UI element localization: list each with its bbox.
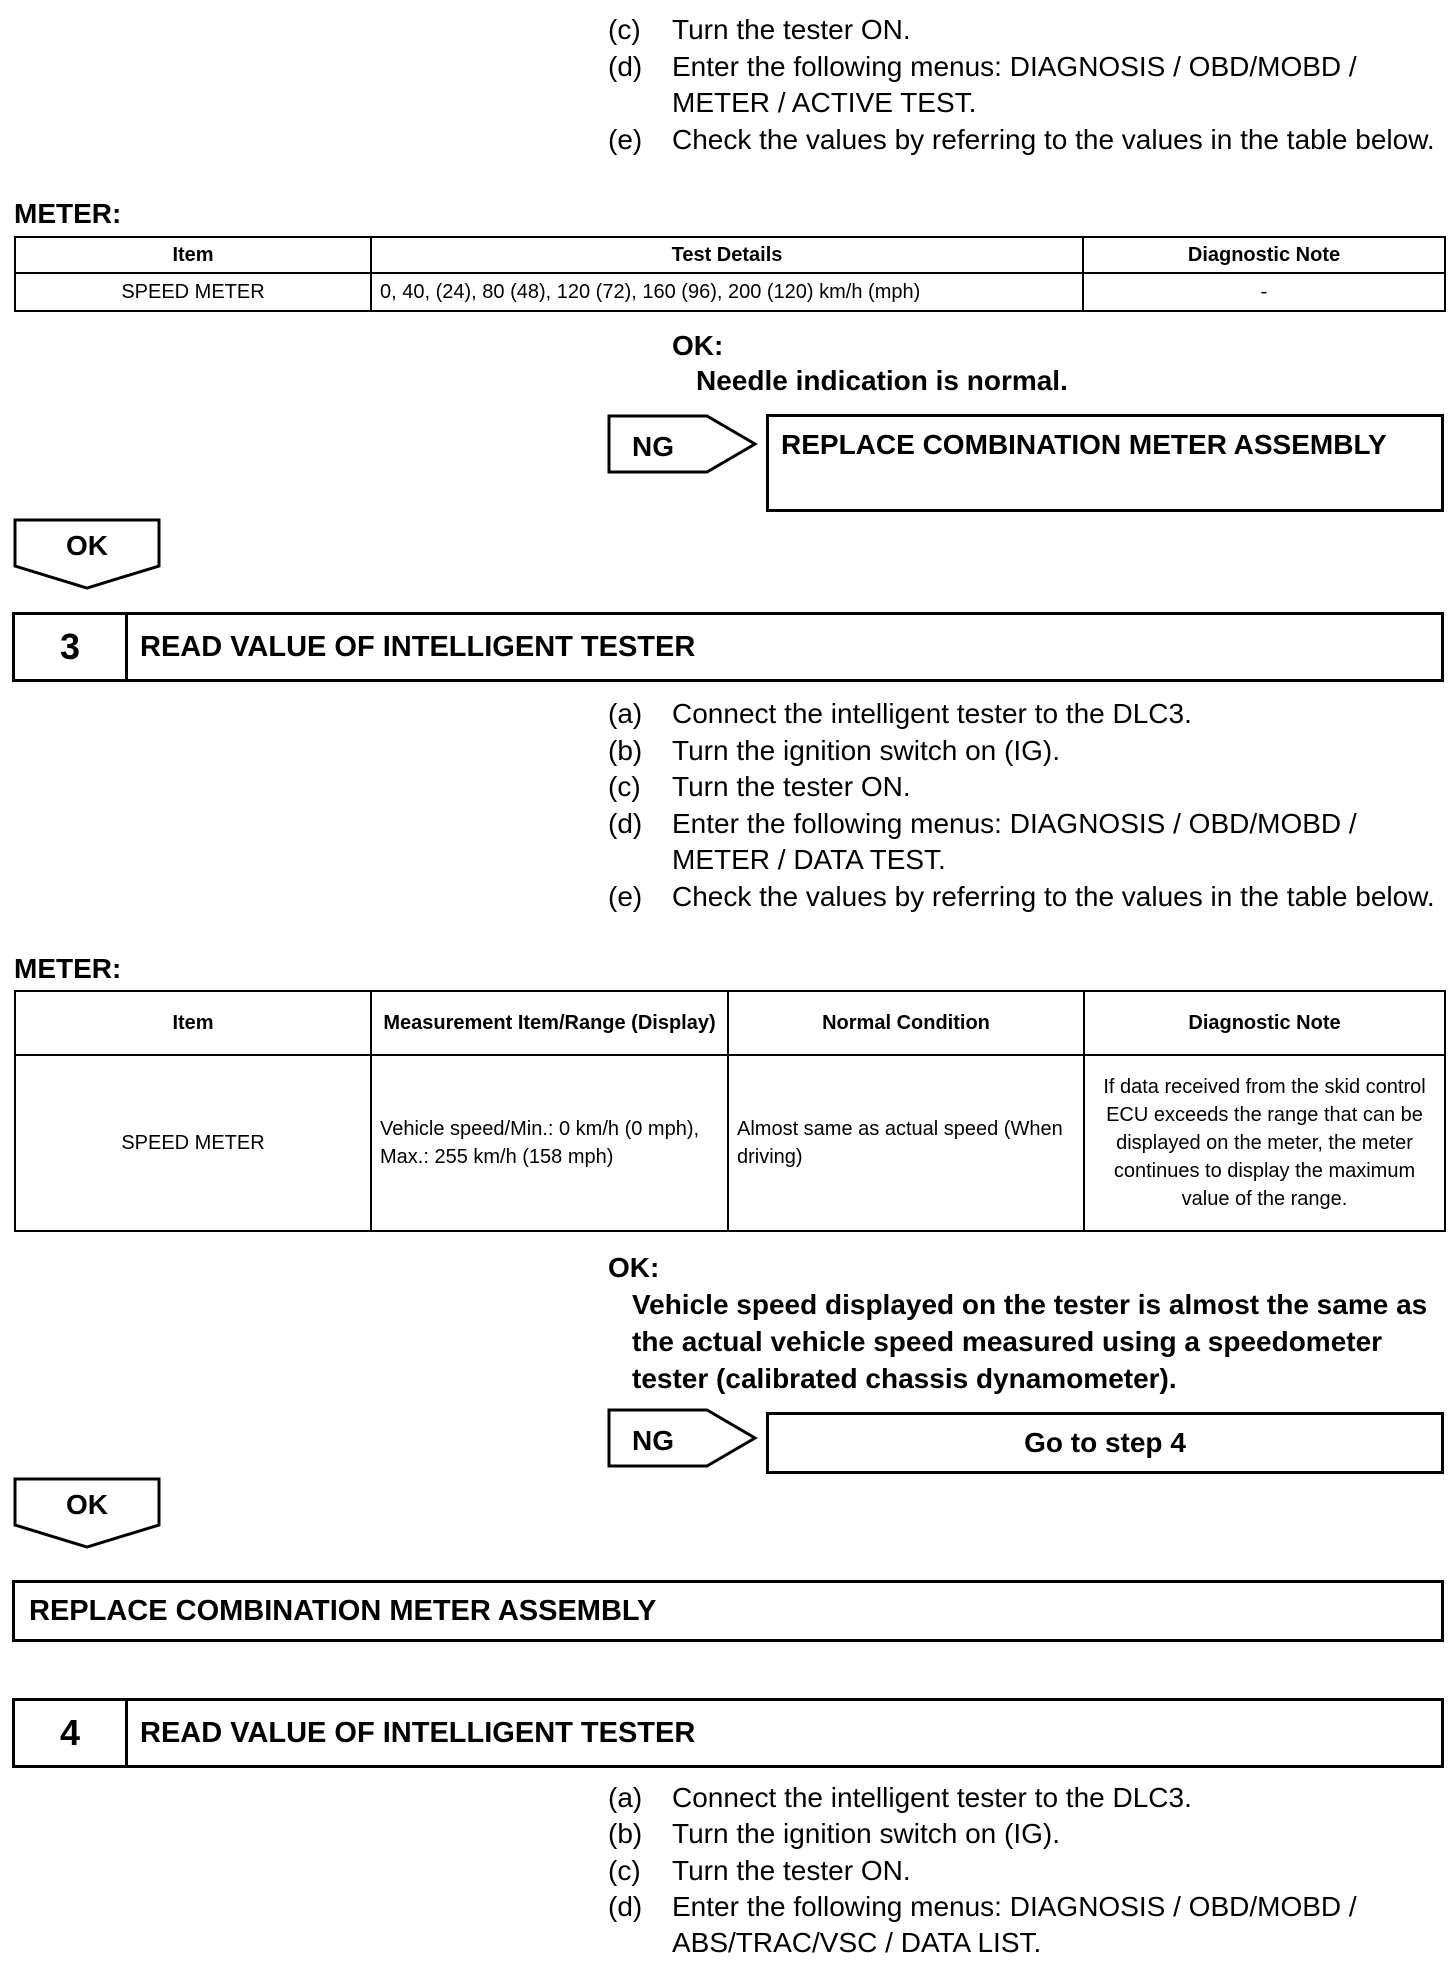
- table-header: Diagnostic Note: [1084, 991, 1445, 1055]
- meter-data-test-table: [14, 990, 1446, 1232]
- table-cell: -: [1083, 273, 1445, 311]
- step-3-header: [12, 612, 1444, 682]
- ok-arrow-icon: [13, 518, 161, 590]
- table-cell: SPEED METER: [15, 273, 371, 311]
- ng-result-box: REPLACE COMBINATION METER ASSEMBLY: [766, 414, 1444, 512]
- step-title: READ VALUE OF INTELLIGENT TESTER: [140, 1716, 696, 1749]
- step-title: READ VALUE OF INTELLIGENT TESTER: [140, 630, 696, 663]
- table-header: Item: [15, 237, 371, 273]
- table-header: Test Details: [371, 237, 1083, 273]
- meter-active-test-table: [14, 236, 1446, 312]
- ng-label: NG: [632, 431, 674, 462]
- table-cell: Vehicle speed/Min.: 0 km/h (0 mph), Max.: 255 km/h (158 mph): [371, 1055, 728, 1231]
- ok-condition-title: OK:: [672, 330, 724, 361]
- table-cell: If data received from the skid control ECU exceeds the range that can be displayed on the meter, the meter continues to display the maximum value of the range.: [1084, 1055, 1445, 1231]
- ok-label: OK: [66, 530, 108, 561]
- ng-label: NG: [632, 1425, 674, 1456]
- table-cell: Almost same as actual speed (When driving): [728, 1055, 1084, 1231]
- table-header: Measurement Item/Range (Display): [371, 991, 728, 1055]
- table-cell: 0, 40, (24), 80 (48), 120 (72), 160 (96), 200 (120) km/h (mph): [371, 273, 1083, 311]
- step-4-header: [12, 1698, 1444, 1768]
- table-header: Item: [15, 991, 371, 1055]
- ng-arrow-icon: [607, 414, 759, 474]
- ok-arrow-icon: [13, 1477, 161, 1549]
- table-cell: SPEED METER: [15, 1055, 371, 1231]
- ok-condition-title: OK:: [608, 1252, 660, 1283]
- step-number: 4: [15, 1701, 128, 1765]
- replace-meter-box: REPLACE COMBINATION METER ASSEMBLY: [12, 1580, 1444, 1642]
- ok-label: OK: [66, 1489, 108, 1520]
- ng-arrow-icon: [607, 1408, 759, 1468]
- table-label: METER:: [14, 198, 122, 229]
- step-number: 3: [15, 615, 128, 679]
- ok-condition-text: Needle indication is normal.: [696, 365, 1068, 396]
- table-header: Diagnostic Note: [1083, 237, 1445, 273]
- table-label: METER:: [14, 953, 122, 984]
- go-to-step-4-box[interactable]: Go to step 4: [766, 1412, 1444, 1474]
- ok-condition-text: Vehicle speed displayed on the tester is almost the same as the actual vehicle speed measured using a speedometer tester (calibrated chassis dynamometer).: [632, 1289, 1428, 1394]
- table-header: Normal Condition: [728, 991, 1084, 1055]
